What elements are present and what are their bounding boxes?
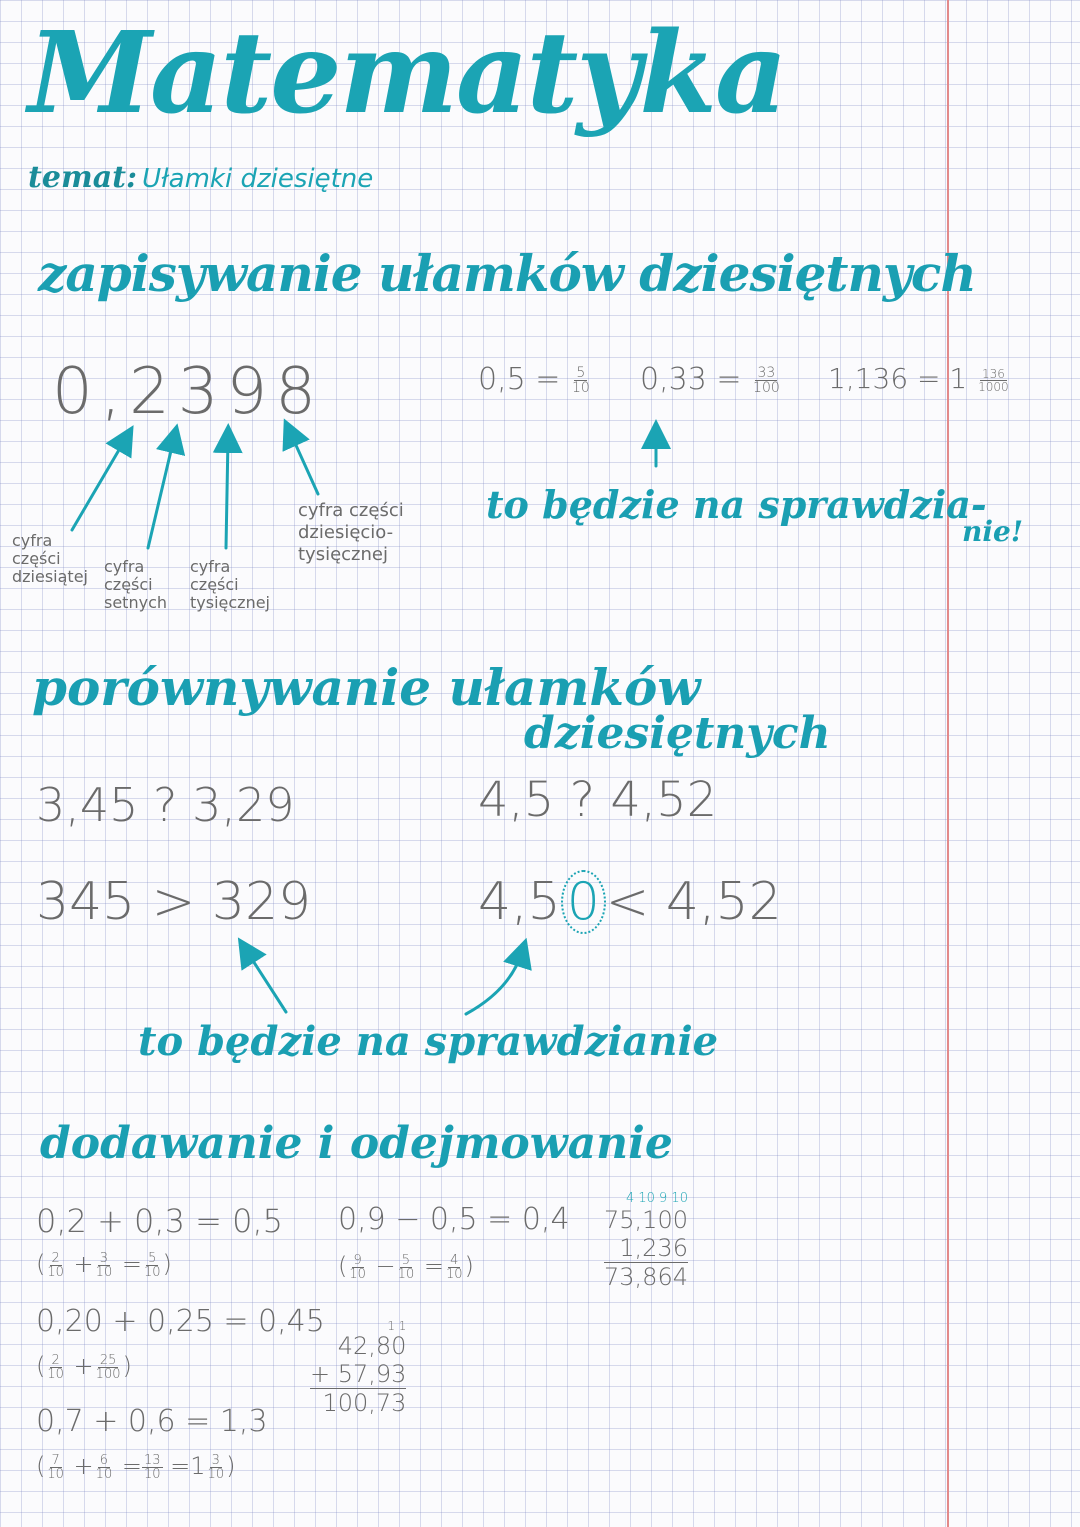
exam-note-1: to będzie na sprawdzia- [486, 482, 987, 527]
column-subtraction: 4 10 9 10 75,100 1,236 73,864 [604, 1191, 688, 1291]
arrow-compare-1 [246, 950, 286, 1012]
arrow-compare-2 [466, 952, 522, 1014]
fraction-example-2: 0,33 = $\frac{33}{100}$ [640, 362, 780, 397]
label-tenths: cyfra części dziesiątej [12, 531, 88, 586]
topic-value: Ułamki dziesiętne [142, 164, 374, 194]
compare-question-2: 4,5 ? 4,52 [478, 772, 718, 828]
add-example-3-fractions: ( $\frac{7}{10}$ + $\frac{6}{10}$ = $\frac{13}{10}$ =1 $\frac{3}{10}$ ) [36, 1452, 236, 1482]
arrow-tenths [72, 438, 126, 530]
arrow-hundredths [148, 438, 174, 548]
label-hundredths: cyfra części setnych [104, 557, 167, 612]
decimal-number: 0,2398 [52, 355, 324, 429]
compare-answer-1: 345 > 329 [36, 872, 312, 932]
exam-note-1-cont: nie! [962, 515, 1024, 548]
add-example-1: 0,2 + 0,3 = 0,5 [36, 1202, 283, 1240]
label-thousandths: cyfra części tysięcznej [190, 557, 270, 612]
sub-example-1: 0,9 − 0,5 = 0,4 [338, 1202, 570, 1237]
column-addition: 1 1 42,80 + 57,93 100,73 [310, 1319, 407, 1417]
add-example-2-fractions: ( $\frac{2}{10}$ + $\frac{25}{100}$ ) [36, 1352, 132, 1382]
compare-question-1: 3,45 ? 3,29 [36, 778, 295, 832]
arrow-thousandths [226, 438, 228, 548]
page-title: Matematyka [28, 8, 786, 139]
add-example-2: 0,20 + 0,25 = 0,45 [36, 1304, 325, 1339]
add-example-1-fractions: ( $\frac{2}{10}$ + $\frac{3}{10}$ = $\frac{5}{10}$ ) [36, 1250, 172, 1280]
fraction-example-1: 0,5 = $\frac{5}{10}$ [478, 362, 590, 397]
fraction-example-3: 1,136 = 1 $\frac{136}{1000}$ [828, 362, 1009, 395]
section-heading-add-sub: dodawanie i odejmowanie [40, 1118, 673, 1169]
topic-label: temat: [28, 160, 138, 195]
add-example-3: 0,7 + 0,6 = 1,3 [36, 1404, 268, 1439]
arrow-ten-thousandths [290, 432, 318, 494]
sub-example-1-fractions: ( $\frac{9}{10}$ − $\frac{5}{10}$ = $\frac{4}{10}$ ) [338, 1252, 474, 1282]
label-ten-thousandths: cyfra części dziesięcio- tysięcznej [298, 500, 404, 565]
section-heading-comparing: porównywanie ułamków [32, 658, 701, 717]
section-heading-comparing-2: dziesiętnych [524, 708, 831, 759]
exam-note-2: to będzie na sprawdzianie [138, 1018, 719, 1065]
section-heading-writing: zapisywanie ułamków dziesiętnych [38, 244, 976, 303]
compare-answer-2: 4,5 0 < 4,52 [478, 872, 782, 932]
